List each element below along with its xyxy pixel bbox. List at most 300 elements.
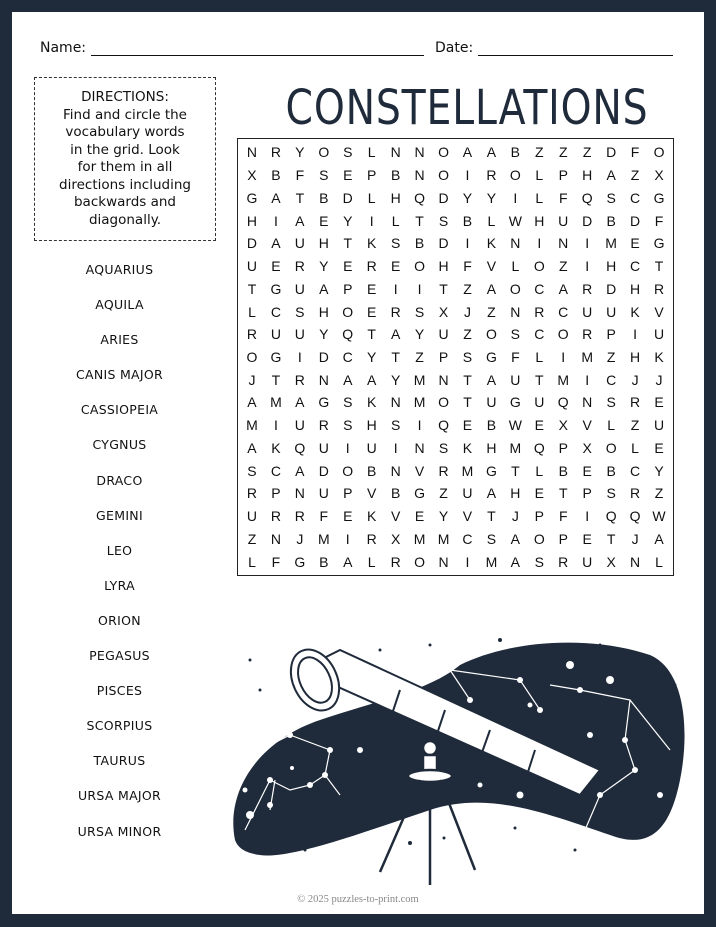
- grid-letter[interactable]: J: [248, 371, 256, 388]
- grid-letter[interactable]: T: [439, 280, 448, 297]
- grid-letter[interactable]: M: [413, 371, 426, 388]
- grid-letter[interactable]: C: [630, 462, 641, 479]
- grid-letter[interactable]: R: [630, 485, 641, 502]
- grid-letter[interactable]: X: [558, 417, 568, 434]
- grid-letter[interactable]: R: [390, 303, 401, 320]
- grid-letter[interactable]: G: [246, 189, 258, 206]
- grid-letter[interactable]: R: [366, 258, 377, 275]
- grid-letter[interactable]: I: [417, 280, 422, 297]
- grid-letter[interactable]: A: [319, 280, 329, 297]
- grid-letter[interactable]: R: [486, 167, 497, 184]
- grid-letter[interactable]: N: [510, 303, 521, 320]
- grid-letter[interactable]: Z: [558, 258, 568, 275]
- grid-letter[interactable]: U: [534, 394, 545, 411]
- grid-letter[interactable]: C: [606, 371, 617, 388]
- grid-letter[interactable]: V: [654, 303, 664, 320]
- grid-letter[interactable]: O: [653, 144, 665, 161]
- grid-letter[interactable]: G: [653, 235, 665, 252]
- grid-letter[interactable]: U: [510, 371, 521, 388]
- grid-letter[interactable]: L: [367, 553, 376, 570]
- grid-letter[interactable]: I: [585, 258, 590, 275]
- grid-letter[interactable]: W: [508, 212, 522, 229]
- grid-letter[interactable]: O: [605, 439, 617, 456]
- grid-letter[interactable]: L: [655, 553, 663, 570]
- grid-letter[interactable]: Z: [487, 303, 496, 320]
- grid-letter[interactable]: T: [654, 258, 664, 275]
- grid-letter[interactable]: Y: [462, 189, 473, 206]
- grid-letter[interactable]: I: [465, 553, 470, 570]
- grid-letter[interactable]: I: [585, 235, 590, 252]
- grid-letter[interactable]: R: [438, 462, 449, 479]
- grid-letter[interactable]: E: [654, 439, 664, 456]
- grid-letter[interactable]: J: [511, 508, 519, 525]
- grid-letter[interactable]: O: [414, 258, 426, 275]
- grid-letter[interactable]: R: [270, 508, 281, 525]
- grid-letter[interactable]: D: [318, 348, 329, 365]
- grid-letter[interactable]: M: [557, 371, 570, 388]
- grid-letter[interactable]: Z: [247, 530, 257, 547]
- grid-letter[interactable]: D: [438, 235, 449, 252]
- grid-letter[interactable]: P: [438, 348, 449, 365]
- grid-letter[interactable]: S: [343, 394, 353, 411]
- grid-letter[interactable]: C: [462, 530, 473, 547]
- grid-letter[interactable]: B: [606, 212, 616, 229]
- grid-letter[interactable]: Q: [438, 417, 449, 434]
- grid-letter[interactable]: F: [630, 144, 640, 161]
- grid-letter[interactable]: Y: [319, 258, 329, 275]
- grid-letter[interactable]: C: [630, 258, 641, 275]
- name-blank-line[interactable]: [91, 41, 424, 56]
- grid-letter[interactable]: E: [534, 417, 544, 434]
- grid-letter[interactable]: A: [510, 553, 521, 570]
- grid-letter[interactable]: K: [367, 508, 377, 525]
- grid-letter[interactable]: V: [462, 508, 473, 525]
- grid-letter[interactable]: Q: [557, 394, 569, 411]
- grid-letter[interactable]: Q: [533, 439, 545, 456]
- grid-letter[interactable]: V: [390, 508, 401, 525]
- grid-letter[interactable]: G: [270, 280, 282, 297]
- grid-letter[interactable]: L: [607, 417, 616, 434]
- grid-letter[interactable]: P: [343, 485, 353, 502]
- grid-letter[interactable]: M: [270, 394, 282, 411]
- grid-letter[interactable]: W: [652, 508, 666, 525]
- grid-letter[interactable]: X: [438, 303, 449, 320]
- grid-letter[interactable]: A: [295, 394, 305, 411]
- grid-letter[interactable]: J: [296, 530, 304, 547]
- grid-letter[interactable]: U: [653, 326, 665, 343]
- grid-letter[interactable]: P: [606, 326, 616, 343]
- grid-letter[interactable]: N: [510, 235, 521, 252]
- grid-letter[interactable]: O: [509, 167, 521, 184]
- grid-letter[interactable]: O: [318, 144, 330, 161]
- grid-letter[interactable]: M: [605, 235, 617, 252]
- grid-letter[interactable]: E: [630, 235, 640, 252]
- grid-letter[interactable]: N: [630, 553, 641, 570]
- grid-letter[interactable]: I: [585, 508, 590, 525]
- grid-letter[interactable]: M: [509, 439, 522, 456]
- grid-letter[interactable]: J: [631, 530, 639, 547]
- grid-letter[interactable]: X: [582, 439, 592, 456]
- grid-letter[interactable]: N: [414, 167, 425, 184]
- grid-letter[interactable]: Q: [605, 508, 617, 525]
- grid-letter[interactable]: I: [393, 280, 398, 297]
- grid-letter[interactable]: R: [246, 485, 258, 502]
- grid-letter[interactable]: I: [273, 417, 278, 434]
- grid-letter[interactable]: O: [557, 326, 569, 343]
- grid-letter[interactable]: X: [606, 553, 616, 570]
- grid-letter[interactable]: A: [343, 553, 353, 570]
- grid-letter[interactable]: D: [582, 212, 593, 229]
- grid-letter[interactable]: P: [534, 508, 544, 525]
- grid-letter[interactable]: R: [630, 394, 641, 411]
- grid-letter[interactable]: M: [437, 530, 450, 547]
- grid-letter[interactable]: T: [391, 348, 400, 365]
- grid-letter[interactable]: V: [582, 417, 592, 434]
- grid-letter[interactable]: L: [631, 439, 639, 456]
- grid-letter[interactable]: M: [246, 417, 258, 434]
- grid-letter[interactable]: R: [534, 303, 545, 320]
- grid-letter[interactable]: S: [606, 394, 616, 411]
- grid-letter[interactable]: R: [366, 530, 377, 547]
- grid-letter[interactable]: N: [390, 144, 401, 161]
- grid-letter[interactable]: E: [582, 462, 592, 479]
- grid-letter[interactable]: F: [654, 212, 664, 229]
- grid-letter[interactable]: Y: [486, 189, 497, 206]
- grid-letter[interactable]: O: [485, 326, 497, 343]
- grid-letter[interactable]: R: [270, 144, 281, 161]
- grid-letter[interactable]: F: [319, 508, 329, 525]
- word-search-grid[interactable]: [237, 138, 674, 576]
- grid-letter[interactable]: A: [367, 371, 377, 388]
- grid-letter[interactable]: O: [533, 258, 545, 275]
- grid-letter[interactable]: Q: [414, 189, 426, 206]
- grid-letter[interactable]: G: [414, 485, 426, 502]
- grid-letter[interactable]: B: [319, 189, 329, 206]
- grid-letter[interactable]: H: [318, 303, 329, 320]
- grid-letter[interactable]: H: [630, 280, 641, 297]
- grid-letter[interactable]: S: [414, 303, 425, 320]
- grid-letter[interactable]: V: [486, 258, 497, 275]
- grid-letter[interactable]: E: [534, 485, 544, 502]
- grid-letter[interactable]: H: [606, 258, 617, 275]
- grid-letter[interactable]: I: [345, 439, 350, 456]
- grid-letter[interactable]: U: [462, 485, 473, 502]
- grid-letter[interactable]: I: [273, 212, 278, 229]
- grid-letter[interactable]: R: [582, 280, 593, 297]
- grid-letter[interactable]: T: [295, 189, 305, 206]
- grid-letter[interactable]: F: [511, 348, 520, 365]
- grid-letter[interactable]: Z: [558, 144, 568, 161]
- grid-letter[interactable]: F: [558, 189, 568, 206]
- grid-letter[interactable]: Y: [295, 144, 305, 161]
- grid-letter[interactable]: K: [486, 235, 497, 252]
- grid-letter[interactable]: N: [270, 530, 281, 547]
- date-field[interactable]: [435, 40, 673, 56]
- grid-letter[interactable]: Z: [535, 144, 544, 161]
- grid-letter[interactable]: A: [486, 485, 497, 502]
- grid-letter[interactable]: Z: [630, 417, 640, 434]
- grid-letter[interactable]: U: [294, 326, 305, 343]
- grid-letter[interactable]: S: [390, 235, 401, 252]
- grid-letter[interactable]: Z: [582, 144, 592, 161]
- grid-letter[interactable]: B: [486, 417, 497, 434]
- grid-letter[interactable]: B: [271, 167, 281, 184]
- grid-letter[interactable]: A: [486, 371, 497, 388]
- grid-letter[interactable]: L: [367, 189, 376, 206]
- grid-letter[interactable]: O: [342, 462, 354, 479]
- grid-letter[interactable]: Y: [367, 348, 377, 365]
- grid-letter[interactable]: K: [367, 235, 377, 252]
- grid-letter[interactable]: O: [246, 348, 258, 365]
- grid-letter[interactable]: T: [463, 371, 472, 388]
- grid-letter[interactable]: W: [508, 417, 522, 434]
- grid-letter[interactable]: A: [271, 189, 281, 206]
- grid-letter[interactable]: T: [511, 462, 520, 479]
- grid-letter[interactable]: L: [535, 167, 544, 184]
- grid-letter[interactable]: R: [294, 371, 305, 388]
- grid-letter[interactable]: Z: [606, 348, 616, 365]
- grid-letter[interactable]: C: [342, 348, 353, 365]
- grid-letter[interactable]: I: [297, 348, 302, 365]
- grid-letter[interactable]: C: [534, 326, 545, 343]
- grid-letter[interactable]: H: [630, 348, 641, 365]
- grid-letter[interactable]: E: [367, 303, 377, 320]
- grid-letter[interactable]: L: [535, 462, 544, 479]
- name-field[interactable]: [40, 40, 424, 56]
- grid-letter[interactable]: O: [509, 280, 521, 297]
- grid-letter[interactable]: B: [414, 235, 425, 252]
- grid-letter[interactable]: R: [390, 553, 401, 570]
- grid-letter[interactable]: S: [462, 348, 473, 365]
- grid-letter[interactable]: O: [533, 530, 545, 547]
- grid-letter[interactable]: P: [582, 485, 592, 502]
- grid-letter[interactable]: O: [438, 167, 449, 184]
- grid-letter[interactable]: C: [270, 462, 281, 479]
- grid-letter[interactable]: Y: [343, 212, 353, 229]
- grid-letter[interactable]: U: [294, 417, 305, 434]
- grid-letter[interactable]: U: [366, 439, 377, 456]
- grid-letter[interactable]: T: [415, 212, 424, 229]
- grid-letter[interactable]: R: [246, 326, 258, 343]
- grid-letter[interactable]: B: [319, 553, 329, 570]
- grid-letter[interactable]: B: [606, 462, 616, 479]
- grid-letter[interactable]: U: [486, 394, 497, 411]
- grid-letter[interactable]: S: [438, 439, 449, 456]
- date-blank-line[interactable]: [478, 41, 673, 56]
- grid-letter[interactable]: K: [367, 394, 377, 411]
- grid-letter[interactable]: I: [537, 235, 542, 252]
- grid-letter[interactable]: E: [414, 508, 425, 525]
- grid-letter[interactable]: N: [294, 485, 305, 502]
- grid-letter[interactable]: T: [343, 235, 353, 252]
- grid-letter[interactable]: A: [271, 235, 281, 252]
- grid-letter[interactable]: M: [461, 462, 474, 479]
- grid-letter[interactable]: Q: [629, 508, 641, 525]
- grid-letter[interactable]: I: [345, 530, 350, 547]
- grid-letter[interactable]: P: [558, 439, 568, 456]
- grid-letter[interactable]: O: [342, 303, 354, 320]
- grid-letter[interactable]: T: [487, 508, 496, 525]
- grid-letter[interactable]: Z: [439, 485, 448, 502]
- grid-letter[interactable]: F: [295, 167, 305, 184]
- grid-letter[interactable]: D: [438, 189, 449, 206]
- grid-letter[interactable]: E: [343, 508, 353, 525]
- grid-letter[interactable]: B: [558, 462, 568, 479]
- grid-letter[interactable]: C: [558, 303, 569, 320]
- grid-letter[interactable]: T: [463, 394, 472, 411]
- grid-letter[interactable]: E: [654, 394, 664, 411]
- grid-letter[interactable]: Z: [415, 348, 424, 365]
- grid-letter[interactable]: A: [654, 530, 664, 547]
- grid-letter[interactable]: H: [534, 212, 545, 229]
- grid-letter[interactable]: N: [414, 144, 425, 161]
- grid-letter[interactable]: Q: [342, 326, 354, 343]
- grid-letter[interactable]: Q: [581, 189, 593, 206]
- grid-letter[interactable]: N: [390, 462, 401, 479]
- grid-letter[interactable]: G: [509, 394, 521, 411]
- grid-letter[interactable]: M: [485, 553, 498, 570]
- grid-letter[interactable]: E: [271, 258, 281, 275]
- grid-letter[interactable]: A: [295, 212, 305, 229]
- grid-letter[interactable]: L: [535, 189, 544, 206]
- grid-letter[interactable]: D: [246, 235, 258, 252]
- grid-letter[interactable]: Z: [654, 485, 664, 502]
- grid-letter[interactable]: U: [582, 303, 593, 320]
- grid-letter[interactable]: C: [270, 303, 281, 320]
- grid-letter[interactable]: I: [465, 235, 470, 252]
- grid-letter[interactable]: B: [510, 144, 521, 161]
- grid-letter[interactable]: G: [294, 553, 306, 570]
- grid-letter[interactable]: S: [343, 417, 353, 434]
- grid-letter[interactable]: H: [366, 417, 377, 434]
- grid-letter[interactable]: E: [582, 530, 592, 547]
- grid-letter[interactable]: K: [654, 348, 664, 365]
- grid-letter[interactable]: U: [558, 212, 569, 229]
- grid-letter[interactable]: J: [655, 371, 663, 388]
- grid-letter[interactable]: X: [654, 167, 664, 184]
- grid-letter[interactable]: T: [367, 326, 376, 343]
- grid-letter[interactable]: Y: [654, 462, 664, 479]
- grid-letter[interactable]: R: [318, 417, 329, 434]
- grid-letter[interactable]: Q: [294, 439, 306, 456]
- grid-letter[interactable]: J: [463, 303, 471, 320]
- grid-letter[interactable]: E: [367, 280, 377, 297]
- grid-letter[interactable]: S: [319, 167, 329, 184]
- grid-letter[interactable]: H: [246, 212, 258, 229]
- grid-letter[interactable]: G: [653, 189, 665, 206]
- grid-letter[interactable]: N: [438, 371, 449, 388]
- grid-letter[interactable]: K: [271, 439, 281, 456]
- grid-letter[interactable]: S: [438, 212, 449, 229]
- grid-letter[interactable]: T: [558, 485, 568, 502]
- grid-letter[interactable]: O: [438, 144, 449, 161]
- grid-letter[interactable]: G: [485, 348, 497, 365]
- grid-letter[interactable]: D: [606, 280, 617, 297]
- grid-letter[interactable]: H: [582, 167, 593, 184]
- grid-letter[interactable]: D: [318, 462, 329, 479]
- grid-letter[interactable]: I: [393, 439, 398, 456]
- grid-letter[interactable]: Z: [463, 326, 472, 343]
- grid-letter[interactable]: S: [486, 530, 497, 547]
- grid-letter[interactable]: R: [294, 508, 305, 525]
- grid-letter[interactable]: S: [534, 553, 544, 570]
- grid-letter[interactable]: I: [585, 371, 590, 388]
- grid-letter[interactable]: A: [295, 462, 305, 479]
- grid-letter[interactable]: L: [248, 553, 256, 570]
- grid-letter[interactable]: P: [367, 167, 377, 184]
- grid-letter[interactable]: T: [535, 371, 544, 388]
- grid-letter[interactable]: A: [486, 280, 497, 297]
- grid-letter[interactable]: I: [633, 326, 638, 343]
- grid-letter[interactable]: Y: [414, 326, 425, 343]
- grid-letter[interactable]: I: [561, 348, 566, 365]
- grid-letter[interactable]: Z: [463, 280, 472, 297]
- grid-letter[interactable]: N: [390, 394, 401, 411]
- grid-letter[interactable]: A: [462, 144, 473, 161]
- grid-letter[interactable]: R: [582, 326, 593, 343]
- grid-letter[interactable]: K: [630, 303, 640, 320]
- grid-letter[interactable]: A: [510, 530, 521, 547]
- grid-letter[interactable]: U: [318, 439, 329, 456]
- grid-letter[interactable]: N: [246, 144, 258, 161]
- grid-letter[interactable]: S: [343, 144, 353, 161]
- grid-letter[interactable]: P: [558, 167, 568, 184]
- grid-letter[interactable]: L: [511, 258, 520, 275]
- grid-letter[interactable]: R: [294, 258, 305, 275]
- grid-letter[interactable]: S: [606, 189, 616, 206]
- grid-letter[interactable]: E: [343, 258, 353, 275]
- grid-letter[interactable]: U: [653, 417, 665, 434]
- grid-letter[interactable]: C: [534, 280, 545, 297]
- grid-letter[interactable]: U: [270, 326, 281, 343]
- grid-letter[interactable]: I: [417, 417, 422, 434]
- grid-letter[interactable]: R: [558, 553, 569, 570]
- grid-letter[interactable]: E: [343, 167, 353, 184]
- grid-letter[interactable]: Y: [438, 508, 449, 525]
- grid-letter[interactable]: U: [318, 485, 329, 502]
- grid-letter[interactable]: B: [390, 167, 401, 184]
- grid-letter[interactable]: X: [390, 530, 401, 547]
- grid-letter[interactable]: L: [391, 212, 400, 229]
- grid-letter[interactable]: I: [369, 212, 374, 229]
- grid-letter[interactable]: U: [294, 235, 305, 252]
- grid-letter[interactable]: H: [318, 235, 329, 252]
- grid-letter[interactable]: S: [295, 303, 305, 320]
- grid-letter[interactable]: G: [270, 348, 282, 365]
- grid-letter[interactable]: D: [342, 189, 353, 206]
- grid-letter[interactable]: A: [390, 326, 401, 343]
- grid-letter[interactable]: N: [582, 394, 593, 411]
- grid-letter[interactable]: L: [487, 212, 496, 229]
- grid-letter[interactable]: I: [465, 167, 470, 184]
- grid-letter[interactable]: A: [606, 167, 616, 184]
- grid-letter[interactable]: E: [390, 258, 401, 275]
- grid-letter[interactable]: L: [367, 144, 376, 161]
- grid-letter[interactable]: X: [247, 167, 257, 184]
- grid-letter[interactable]: A: [486, 144, 497, 161]
- grid-letter[interactable]: V: [367, 485, 377, 502]
- grid-letter[interactable]: S: [606, 485, 616, 502]
- grid-letter[interactable]: I: [513, 189, 518, 206]
- grid-letter[interactable]: T: [606, 530, 616, 547]
- grid-letter[interactable]: V: [414, 462, 425, 479]
- grid-letter[interactable]: E: [319, 212, 329, 229]
- grid-letter[interactable]: N: [318, 371, 329, 388]
- grid-letter[interactable]: U: [246, 508, 258, 525]
- grid-letter[interactable]: B: [367, 462, 377, 479]
- grid-letter[interactable]: M: [413, 530, 426, 547]
- grid-letter[interactable]: U: [294, 280, 305, 297]
